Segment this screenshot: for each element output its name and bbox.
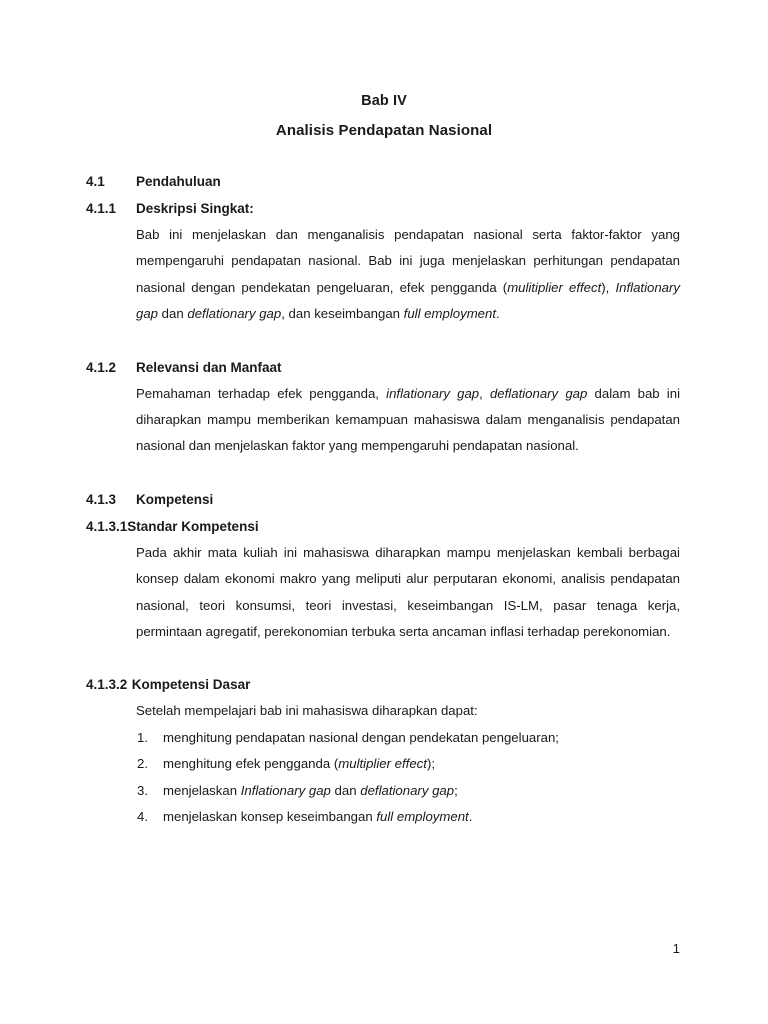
page-number: 1 [672,941,680,956]
list-item-marker: 1. [137,729,148,745]
heading-4-1-1-text: Deskripsi Singkat: [136,201,254,216]
heading-4-1-3-1-text: Standar Kompetensi [127,518,259,534]
heading-4-1-3-2-text: Kompetensi Dasar [131,677,251,693]
list-item-marker: 3. [137,782,148,798]
heading-4-1-3-1 [86,513,680,540]
page-title-chapter: Bab IV [361,93,407,109]
heading-4-1-1 [86,195,680,222]
list-item [137,778,680,804]
heading-4-1-2-text: Relevansi dan Manfaat [136,359,282,375]
heading-4-1 [86,168,680,195]
paragraph-4-1-3-1: Pada akhir mata kuliah ini mahasiswa diharapkan mampu menjelaskan kembali berbagai konsep dalam ekonomi makro yang meliputi alur perputaran ekonomi, analisis pendapatan nasional, teori konsumsi, teori investasi, keseimbangan IS-LM, pasar tenaga kerja, permintaan agregatif, perekonomian terbuka serta ancaman inflasi terhadap perekonomian. [136,544,680,640]
heading-4-1-1-number: 4.1.1 [86,201,117,216]
document-title-block [0,0,768,146]
list-item [137,751,680,777]
heading-4-1-3 [86,486,680,513]
heading-4-1-number: 4.1 [86,174,105,189]
spacer [86,460,680,486]
spacer [0,146,768,168]
heading-4-1-3-1-number: 4.1.3.1 [86,518,128,534]
competency-list [137,725,680,831]
list-item-marker: 4. [137,809,148,825]
paragraph-4-1-1: Bab ini menjelaskan dan menganalisis pendapatan nasional serta faktor-faktor yang mempengaruhi pendapatan nasional. Bab ini juga menjelaskan perhitungan pendapatan nasional dengan pendekatan pengeluaran, efek pengganda (mulitiplier effect), Inflationary gap dan deflationary gap, dan keseimbangan full employment. [136,227,680,322]
list-item [137,725,680,751]
heading-4-1-2 [86,354,680,381]
document-content [86,168,680,831]
list-item-text: menghitung efek pengganda (multiplier effect); [163,756,435,772]
page-title-subject: Analisis Pendapatan Nasional [275,122,493,139]
heading-4-1-2-number: 4.1.2 [86,359,117,375]
list-item-text: menjelaskan konsep keseimbangan full employment. [163,809,473,825]
spacer [86,645,680,671]
paragraph-4-1-2: Pemahaman terhadap efek pengganda, inflationary gap, deflationary gap dalam bab ini diharapkan mampu memberikan kemampuan mahasiswa dalam menganalisis pendapatan nasional dan menjelaskan faktor yang mempengaruhi pendapatan nasional. [136,385,680,454]
list-item-text: menjelaskan Inflationary gap dan deflationary gap; [163,782,458,798]
heading-4-1-text: Pendahuluan [136,174,221,189]
paragraph-4-1-3-2-intro: Setelah mempelajari bab ini mahasiswa diharapkan dapat: [136,703,478,719]
list-item-text: menghitung pendapatan nasional dengan pendekatan pengeluaran; [163,729,559,745]
heading-4-1-3-2-number: 4.1.3.2 [86,677,128,693]
spacer [86,328,680,354]
heading-4-1-3-number: 4.1.3 [86,491,117,507]
list-item-marker: 2. [137,756,148,772]
list-item [137,804,680,830]
heading-4-1-3-text: Kompetensi [136,491,214,507]
heading-4-1-3-2 [86,671,680,698]
